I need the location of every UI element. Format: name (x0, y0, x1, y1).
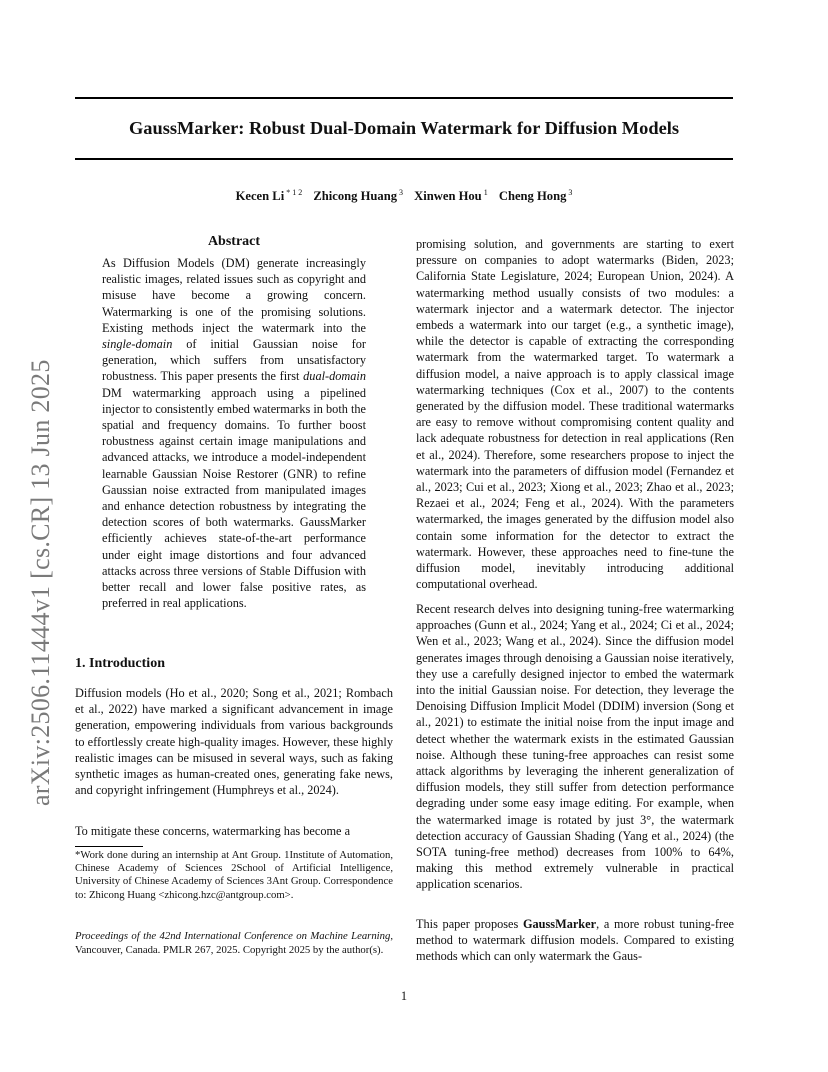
proceedings-notice: Proceedings of the 42nd International Conference on Machine Learning, Vancouver, Canada. PMLR 267, 2025. Copyright 2025 by the author(s). (75, 930, 393, 956)
intro-paragraph: To mitigate these concerns, watermarking has become a (75, 824, 351, 838)
abstract-text: As Diffusion Models (DM) generate increasingly realistic images, related issues such as copyright and misuse have become a growing concern. Watermarking is one of the promising solutions. Existing methods inject the watermark into the single-domain of initial Gaussian noise for generation, which suffers from unsatisfactory robustness. This paper presents the first dual-domain DM watermarking approach using a pipelined injector to consistently embed watermarks in both the spatial and frequency domains. To further boost robustness against certain image manipulations and advanced attacks, we introduce a model-independent learnable Gaussian Noise Restorer (GNR) to refine Gaussian noise extracted from manipulated images and enhance detection robustness by integrating the detection scores of both watermarks. GaussMarker efficiently achieves state-of-the-art performance under eight image distortions and four advanced attacks across three versions of Stable Diffusion with better recall and lower false positive rates, as preferred in real applications. (102, 256, 366, 611)
intro-paragraph: Diffusion models (Ho et al., 2020; Song et al., 2021; Rombach et al., 2022) have marked a significant advancement in image generation, empowering individuals from various backgrounds to effortlessly create high-quality images. However, these highly realistic images can be misused in several ways, such as faking synthetic images as human-created ones, generating fake news, and copyright infringement (Humphreys et al., 2024). (75, 686, 393, 798)
title-rule-top (75, 97, 733, 99)
title-rule-bottom (75, 158, 733, 160)
author: Xinwen Hou $^1$ (414, 188, 488, 204)
body-paragraph: This paper proposes GaussMarker, a more robust tuning-free method to watermark diffusion models. Compared to existing methods which can only watermark the Gaus- (416, 917, 734, 964)
section-heading-introduction: 1. Introduction (75, 656, 165, 671)
footnote: *Work done during an internship at Ant Group. 1Institute of Automation, Chinese Academy of Sciences 2School of Artificial Intelligence, University of Chinese Academy of Sciences 3Ant Group. Correspondence to: Zhicong Huang <zhicong.hzc@antgroup.com>. (75, 849, 393, 901)
author-list (75, 188, 733, 204)
arxiv-identifier-stamp: arXiv:2506.11444v1 [cs.CR] 13 Jun 2025 (26, 359, 55, 806)
footnote-rule (75, 846, 143, 847)
body-paragraph: promising solution, and governments are starting to exert pressure on companies to adopt watermarks (Biden, 2023; California State Legislature, 2024; European Union, 2024). A watermarking method usually consists of two modules: a watermark injector and a watermark detector. The injector embeds a watermark into our target (e.g., a synthetic image), while the detector is capable of extracting the corresponding watermark from the watermarked target. To watermark a diffusion model, a naive approach is to apply classical image watermarking techniques (Cox et al., 2007) to the contents generated by the diffusion model. These traditional watermarks are easy to remove without compromising content quality and lack adequate robustness for detection in real applications (Ren et al., 2024). Therefore, some researchers propose to inject the watermark into the parameters of diffusion model (Fernandez et al., 2023; Cui et al., 2023; Xiong et al., 2023; Zhao et al., 2023; Rezaei et al., 2024; Feng et al., 2024). With the parameters watermarked, the images generated by the diffusion model also contain some information for the detector to extract the watermark. However, these approaches need to fine-tune the diffusion model, inevitably introducing additional computational overhead. (416, 237, 734, 592)
page-number: 1 (400, 989, 408, 1003)
author: Kecen Li $^{* 1 2}$ (235, 188, 303, 204)
author: Zhicong Huang $^3$ (313, 188, 403, 204)
paper-title: GaussMarker: Robust Dual-Domain Watermark for Diffusion Models (128, 118, 679, 138)
abstract-heading: Abstract (207, 234, 261, 249)
body-paragraph: Recent research delves into designing tuning-free watermarking approaches (Gunn et al., 2024; Yang et al., 2024; Ci et al., 2024; Wen et al., 2023; Wang et al., 2024). Since the diffusion model generates images through denoising a Gaussian noise iteratively, they use a carefully designed injector to embed the watermark into the initial Gaussian noise. For detection, they leverage the Denoising Diffusion Implicit Model (DDIM) inversion (Song et al., 2021) to estimate the initial noise from the input image and detect whether the watermark exists in the estimated Gaussian noise. Although these tuning-free approaches can resist some attack algorithms by leveraging the inherent generalization of diffusion models, they still suffer from detection performance degrading under some easy image editing. For example, when the watermarked image is rotated by just 3°, the watermark detection accuracy of Gaussian Shading (Yang et al., 2024) (the SOTA tuning-free method) decreases from 100% to 64%, making this method extremely vulnerable in practical application scenarios. (416, 602, 734, 892)
author: Cheng Hong $^3$ (498, 188, 573, 204)
